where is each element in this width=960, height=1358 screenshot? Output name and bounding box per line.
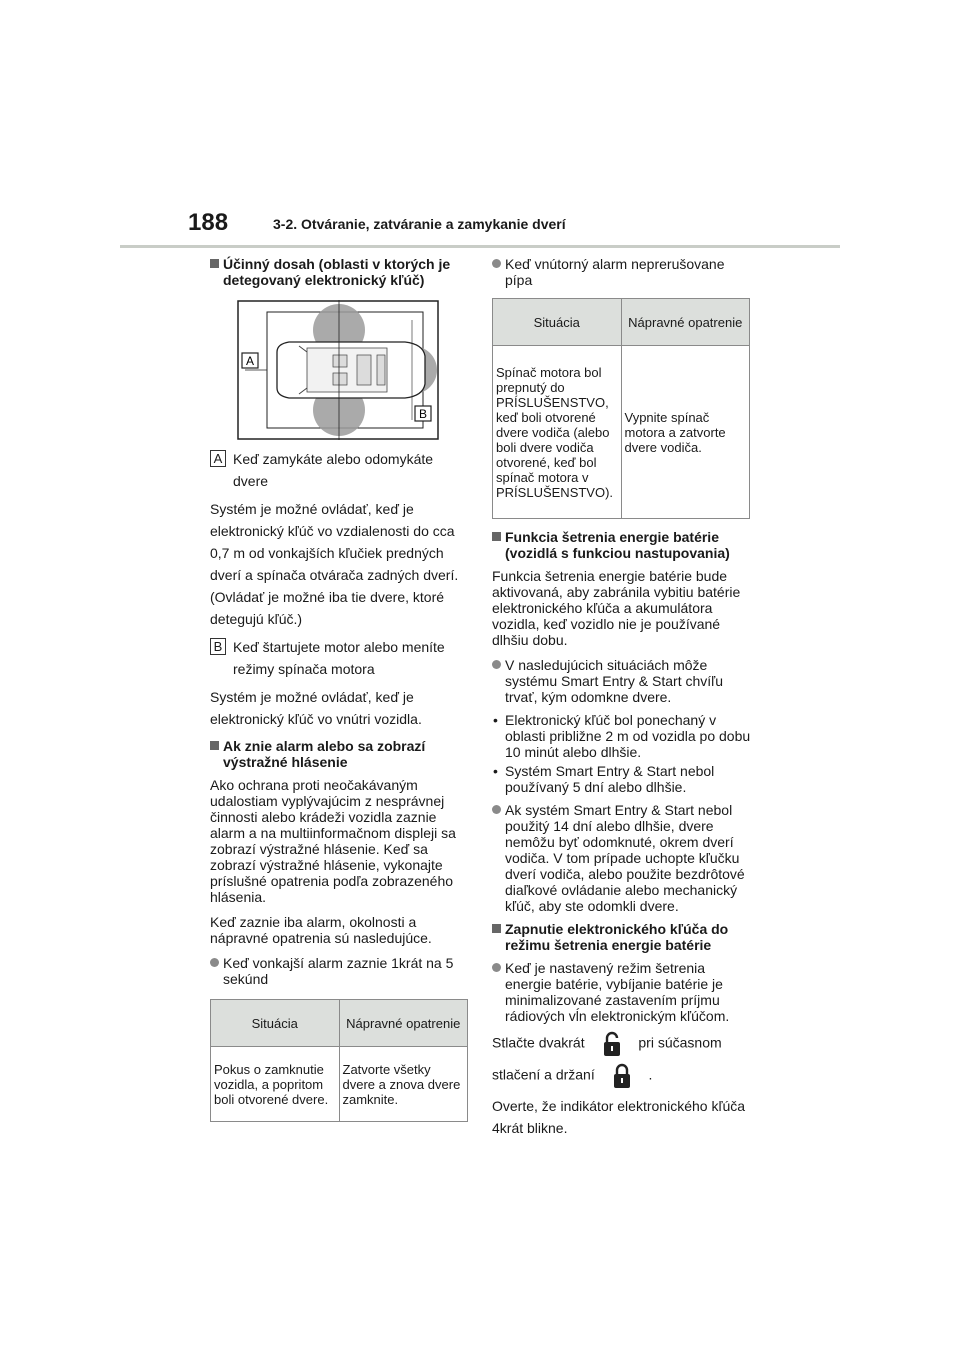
table-cell-situation: Spínač motora bol prepnutý do PRÍSLUŠENSTVO, keď boli otvorené dvere vodiča (alebo boli dvere vodiča otvorené, keď bol spínač motora v PRÍSLUŠENSTVO). <box>493 346 622 519</box>
table-header-situation: Situácia <box>493 299 622 346</box>
table-cell-remedy: Zatvorte všetky dvere a znova dvere zamknite. <box>339 1047 468 1122</box>
right-column <box>492 256 752 1145</box>
table-row <box>211 1047 468 1122</box>
page-number: 188 <box>188 209 229 236</box>
svg-text:A: A <box>245 354 255 368</box>
step-verify: Overte, že indikátor elektronického kľúča 4krát blikne. <box>492 1098 746 1136</box>
bullet-internal-alarm: Keď vnútorný alarm neprerušovane pípa <box>492 256 752 288</box>
detection-range-diagram <box>237 300 439 440</box>
table-cell-remedy: Vypnite spínač motora a zatvorte dvere vodiča. <box>621 346 750 519</box>
car-top-view-diagram <box>237 300 439 440</box>
table-row <box>493 346 750 519</box>
item-b-text: Keď štartujete motor alebo meníte režimy spínača motora <box>233 639 445 677</box>
label-b-box: B <box>210 638 226 655</box>
item-a-text: Keď zamykáte alebo odomykáte dvere <box>233 451 434 489</box>
bullet-situations: V nasledujúcich situáciách môže systému Smart Entry & Start chvíľu trvať, kým odomkne dvere. <box>492 657 752 705</box>
bullet-battery-mode: Keď je nastavený režim šetrenia energie batérie, vybíjanie batérie je minimalizované zastavením príjmu rádiových vĺn elektronickým kľúčom. <box>492 960 752 1024</box>
table-header-remedy: Nápravné opatrenie <box>621 299 750 346</box>
item-a-description: Systém je možné ovládať, keď je elektronický kľúč vo vzdialenosti do cca 0,7 m od vonkajších kľučiek predných dverí a spínača otvárača zadných dverí. (Ovládať je možné iba tie dvere, ktoré detegujú kľúč.) <box>210 501 459 627</box>
table-header-remedy: Nápravné opatrenie <box>339 1000 468 1047</box>
bullet-external-alarm: Keď vonkajší alarm zaznie 1krát na 5 sekúnd <box>210 955 470 987</box>
lock-icon <box>611 1063 633 1089</box>
dash-item-not-used: • Systém Smart Entry & Start nebol používaný 5 dní alebo dlhšie. <box>492 763 752 795</box>
alarm-paragraph-1: Ako ochrana proti neočakávaným udalostiam vyplývajúcim z nesprávnej činnosti alebo krádeži vozidla zaznie alarm a na multiinformačnom displeji sa zobrazí výstražné hlásenie. Keď sa zobrazí výstražné hlásenie, vykonajte príslušné opatrenia podľa zobrazeného hlásenia. <box>210 777 456 905</box>
section-title-effective-range: Účinný dosah (oblasti v ktorých je detegovaný elektronický kľúč) <box>210 256 470 288</box>
header-rule <box>120 245 840 248</box>
bullet-14-days: Ak systém Smart Entry & Start nebol použitý 14 dní alebo dlhšie, dvere nemôžu byť odomknuté, okrem dverí vodiča. V tom prípade uchopte kľučku dverí vodiča, alebo použite bezdrôtové diaľkové ovládanie alebo mechanický kľúč, aby ste odomkli dvere. <box>492 802 752 914</box>
table-header-situation: Situácia <box>211 1000 340 1047</box>
left-column <box>210 256 470 1132</box>
section-title-battery-mode: Zapnutie elektronického kľúča do režimu šetrenia energie batérie <box>492 921 752 953</box>
battery-saving-paragraph: Funkcia šetrenia energie batérie bude aktivovaná, aby zabránila vybitiu batérie elektronického kľúča a akumulátora vozidla, keď vozidlo nie je používané dlhšiu dobu. <box>492 568 741 648</box>
label-a-box: A <box>210 450 226 467</box>
dash-item-key-near: • Elektronický kľúč bol ponechaný v oblasti približne 2 m od vozidla po dobu 10 minút alebo dlhšie. <box>492 712 752 760</box>
item-b <box>210 636 470 680</box>
step-press-twice: Stlačte dvakrát pri súčasnom <box>492 1031 752 1057</box>
alarm-paragraph-2: Keď zaznie iba alarm, okolnosti a nápravné opatrenia sú nasledujúce. <box>210 914 432 946</box>
item-b-description: Systém je možné ovládať, keď je elektronický kľúč vo vnútri vozidla. <box>210 689 422 727</box>
item-a <box>210 448 470 492</box>
svg-text:B: B <box>418 407 428 421</box>
step-press-hold: stlačení a držaní . <box>492 1063 752 1089</box>
internal-alarm-table <box>492 298 750 519</box>
section-title-battery-saving: Funkcia šetrenia energie batérie (vozidlá s funkciou nastupovania) <box>492 529 752 561</box>
unlock-icon <box>601 1031 623 1057</box>
table-cell-situation: Pokus o zamknutie vozidla, a popritom boli otvorené dvere. <box>211 1047 340 1122</box>
table-header-row <box>493 299 750 346</box>
chapter-title: 3-2. Otváranie, zatváranie a zamykanie dverí <box>273 216 566 232</box>
section-title-alarm: Ak znie alarm alebo sa zobrazí výstražné hlásenie <box>210 738 470 770</box>
external-alarm-table <box>210 999 468 1122</box>
table-header-row <box>211 1000 468 1047</box>
